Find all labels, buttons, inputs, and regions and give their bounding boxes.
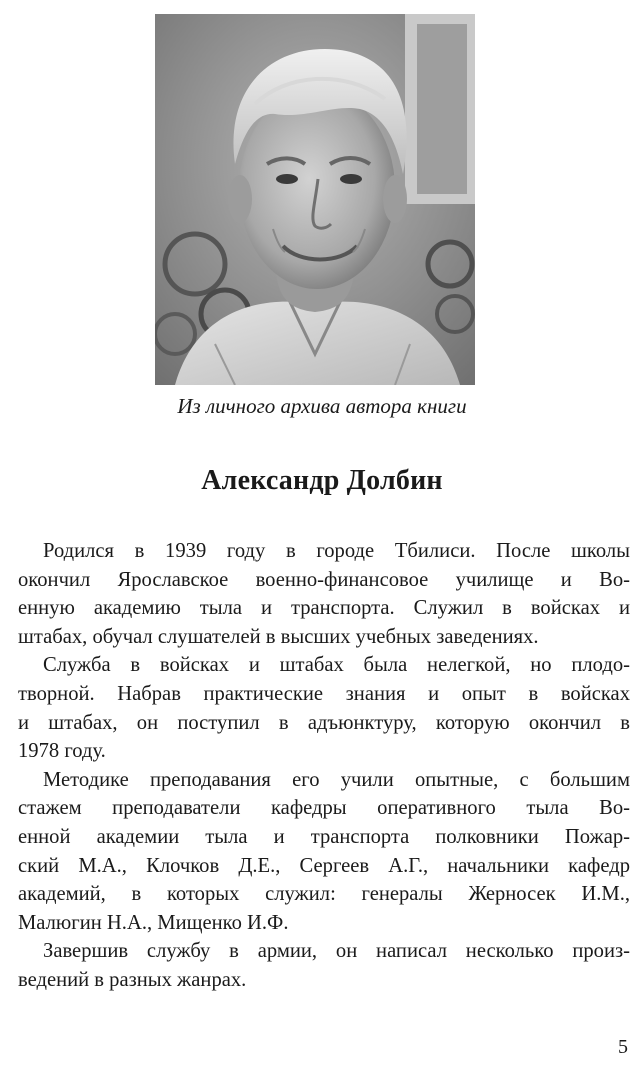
author-biography <box>18 537 630 995</box>
bio-line: ский М.А., Клочков Д.Е., Сергеев А.Г., начальники кафедр <box>18 854 630 877</box>
bio-line: и штабах, он поступил в адъюнктуру, которую окончил в <box>18 711 630 734</box>
bio-line: енной академии тыла и транспорта полковники Пожар- <box>18 825 630 848</box>
bio-line: окончил Ярославское военно-финансовое училище и Во- <box>18 568 630 591</box>
page-number: 5 <box>618 1036 628 1058</box>
bio-line: Завершив службу в армии, он написал несколько произ- <box>43 940 630 963</box>
photo-caption: Из личного архива автора книги <box>177 394 467 418</box>
bio-line: академий, в которых служил: генералы Жерносек И.М., <box>18 883 630 906</box>
bio-line: штабах, обучал слушателей в высших учебных заведениях. <box>18 625 539 648</box>
author-portrait-icon <box>155 14 475 385</box>
bio-line: ведений в разных жанрах. <box>18 968 247 991</box>
bio-line: Малюгин Н.А., Мищенко И.Ф. <box>18 911 289 934</box>
bio-line: Родился в 1939 году в городе Тбилиси. После школы <box>43 540 630 562</box>
author-photo <box>155 14 475 385</box>
author-name: Александр Долбин <box>201 465 443 496</box>
bio-line: стажем преподаватели кафедры оперативного тыла Во- <box>18 797 630 820</box>
bio-line: 1978 году. <box>18 740 106 763</box>
bio-line: енную академию тыла и транспорта. Служил в войсках и <box>18 597 630 620</box>
bio-line: творной. Набрав практические знания и опыт в войсках <box>18 682 630 705</box>
bio-line: Служба в войсках и штабах была нелегкой, но плодо- <box>43 654 630 677</box>
bio-line: Методике преподавания его учили опытные, с большим <box>43 768 630 791</box>
